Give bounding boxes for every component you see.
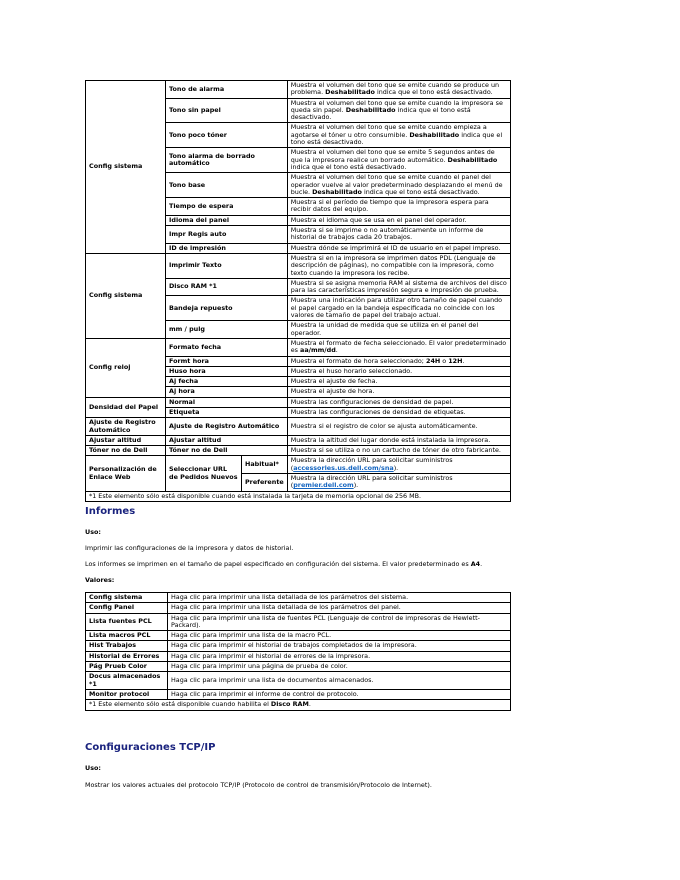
setting-item: ID de impresión (166, 243, 288, 253)
table-row (86, 672, 511, 690)
valores-label: Valores: (85, 576, 115, 584)
report-description: Haga clic para imprimir el informe de control de protocolo. (168, 689, 511, 699)
setting-group: Ajustar altitud (86, 435, 166, 445)
setting-description: Muestra si el registro de color se ajusta automáticamente. (287, 418, 510, 436)
setting-group: Densidad del Papel (86, 397, 166, 418)
tcpip-uso-text: Mostrar los valores actuales del protocolo TCP/IP (Protocolo de control de transmisión/Protocolo de Internet). (85, 781, 432, 789)
table-row (86, 253, 511, 278)
setting-item: Huso hora (166, 366, 288, 376)
table-row (86, 613, 511, 631)
setting-item: Tono poco tóner (166, 123, 288, 148)
setting-item: mm / pulg (166, 321, 288, 339)
table-row (86, 81, 511, 99)
setting-description: Muestra el volumen del tono que se emite cuando la impresora se queda sin papel. Deshabilitado indica que el tono está desactivado. (287, 98, 510, 123)
setting-item: Tóner no de Dell (166, 446, 288, 456)
setting-description: Muestra la unidad de medida que se utiliza en el panel del operador. (287, 321, 510, 339)
setting-description: Muestra la dirección URL para solicitar suministros (accessories.us.dell.com/sna). (287, 456, 510, 474)
report-item: Pág Prueb Color (86, 662, 168, 672)
setting-item: Seleccionar URL de Pedidos Nuevos (166, 456, 242, 491)
footnote: *1 Este elemento sólo está disponible cuando habilita el Disco RAM. (86, 700, 511, 710)
setting-description: Muestra el volumen del tono que se emite cuando empieza a agotarse el tóner u otro consumible. Deshabilitado indica que el tono está desactivado. (287, 123, 510, 148)
setting-item: Tono alarma de borrado automático (166, 148, 288, 173)
setting-item: Aj hora (166, 387, 288, 397)
setting-description: Muestra si se utiliza o no un cartucho de tóner de otro fabricante. (287, 446, 510, 456)
table-row (86, 435, 511, 445)
report-item: Hist Trabajos (86, 641, 168, 651)
setting-group: Ajuste de Registro Automático (86, 418, 166, 436)
setting-subitem: Habitual* (242, 456, 288, 474)
report-description: Haga clic para imprimir una lista detallada de los parámetros del sistema. (168, 593, 511, 603)
setting-description: Muestra el idioma que se usa en el panel del operador. (287, 215, 510, 225)
uso-text: Imprimir las configuraciones de la impresora y datos de historial. (85, 544, 294, 552)
report-item: Monitor protocol (86, 689, 168, 699)
section-heading-tcpip: Configuraciones TCP/IP (85, 742, 216, 753)
setting-description: Muestra el formato de hora seleccionado; 24H o 12H. (287, 356, 510, 366)
supplies-link[interactable]: premier.dell.com (293, 481, 354, 490)
setting-item: Idioma del panel (166, 215, 288, 225)
reports-table (85, 592, 511, 711)
table-row (86, 662, 511, 672)
setting-item: Normal (166, 397, 288, 407)
setting-description: Muestra la altitud del lugar donde está instalada la impresora. (287, 435, 510, 445)
table-row (86, 338, 511, 356)
setting-item: Tono sin papel (166, 98, 288, 123)
settings-table (85, 80, 511, 502)
setting-item: Formt hora (166, 356, 288, 366)
setting-group: Config sistema (86, 81, 166, 254)
setting-description: Muestra el ajuste de fecha. (287, 377, 510, 387)
setting-description: Muestra dónde se imprimirá el ID de usuario en el papel impreso. (287, 243, 510, 253)
section-heading-informes: Informes (85, 506, 136, 517)
setting-description: Muestra el ajuste de hora. (287, 387, 510, 397)
table-row (86, 418, 511, 436)
setting-description: Muestra si el período de tiempo que la impresora espera para recibir datos del equipo. (287, 198, 510, 216)
setting-item: Disco RAM *1 (166, 278, 288, 296)
table-footnote-row (86, 491, 511, 501)
table-row (86, 446, 511, 456)
report-description: Haga clic para imprimir una lista de documentos almacenados. (168, 672, 511, 690)
uso-label: Uso: (85, 528, 101, 536)
setting-description: Muestra la dirección URL para solicitar suministros (premier.dell.com). (287, 474, 510, 492)
table-row (86, 593, 511, 603)
setting-group: Personalización de Enlace Web (86, 456, 166, 491)
setting-item: Formato fecha (166, 338, 288, 356)
report-description: Haga clic para imprimir el historial de trabajos completados de la impresora. (168, 641, 511, 651)
report-description: Haga clic para imprimir una página de prueba de color. (168, 662, 511, 672)
setting-item: Etiqueta (166, 407, 288, 417)
setting-description: Muestra las configuraciones de densidad de etiquetas. (287, 407, 510, 417)
setting-description: Muestra si se imprime o no automáticamente un informe de historial de trabajos cada 20 trabajos. (287, 226, 510, 244)
table-row (86, 603, 511, 613)
setting-subitem: Preferente (242, 474, 288, 492)
report-item: Docus almacenados *1 (86, 672, 168, 690)
report-description: Haga clic para imprimir una lista de fuentes PCL (Lenguaje de control de impresoras de Hewlett-Packard). (168, 613, 511, 631)
setting-item: Impr Regis auto (166, 226, 288, 244)
setting-group: Config sistema (86, 253, 166, 338)
setting-item: Bandeja repuesto (166, 296, 288, 321)
table-row (86, 456, 511, 474)
setting-item: Tiempo de espera (166, 198, 288, 216)
report-item: Config Panel (86, 603, 168, 613)
setting-item: Ajuste de Registro Automático (166, 418, 288, 436)
setting-description: Muestra el formato de fecha seleccionado. El valor predeterminado es aa/mm/dd. (287, 338, 510, 356)
setting-description: Muestra si se asigna memoria RAM al sistema de archivos del disco para las características impresión segura e impresión de prueba. (287, 278, 510, 296)
table-footnote-row (86, 700, 511, 710)
report-description: Haga clic para imprimir el historial de errores de la impresora. (168, 651, 511, 661)
setting-item: Tono de alarma (166, 81, 288, 99)
tcpip-uso-label: Uso: (85, 764, 101, 772)
setting-description: Muestra el volumen del tono que se emite 5 segundos antes de que la impresora realice un borrado automático. Deshabilitado indica que el tono está desactivado. (287, 148, 510, 173)
paper-size-text: Los informes se imprimen en el tamaño de papel especificado en configuración del sistema. El valor predeterminado es A4. (85, 560, 483, 568)
report-item: Historial de Errores (86, 651, 168, 661)
setting-item: Imprimir Texto (166, 253, 288, 278)
setting-item: Aj fecha (166, 377, 288, 387)
table-row (86, 689, 511, 699)
table-row (86, 631, 511, 641)
setting-description: Muestra una indicación para utilizar otro tamaño de papel cuando el papel cargado en la bandeja especificada no coincide con los valores de tamaño de papel del trabajo actual. (287, 296, 510, 321)
table-row (86, 641, 511, 651)
setting-item: Ajustar altitud (166, 435, 288, 445)
setting-description: Muestra el volumen del tono que se emite cuando se produce un problema. Deshabilitado indica que el tono está desactivado. (287, 81, 510, 99)
table-row (86, 651, 511, 661)
supplies-link[interactable]: accessories.us.dell.com/sna (293, 463, 394, 472)
setting-description: Muestra las configuraciones de densidad de papel. (287, 397, 510, 407)
report-description: Haga clic para imprimir una lista detallada de los parámetros del panel. (168, 603, 511, 613)
table-row (86, 397, 511, 407)
report-item: Config sistema (86, 593, 168, 603)
setting-group: Tóner no de Dell (86, 446, 166, 456)
report-description: Haga clic para imprimir una lista de la macro PCL. (168, 631, 511, 641)
report-item: Lista macros PCL (86, 631, 168, 641)
setting-group: Config reloj (86, 338, 166, 397)
setting-item: Tono base (166, 173, 288, 198)
setting-description: Muestra el volumen del tono que se emite cuando el panel del operador vuelve al valor predeterminado desplazando el menú de bucle. Deshabilitado indica que el tono está desactivado. (287, 173, 510, 198)
report-item: Lista fuentes PCL (86, 613, 168, 631)
setting-description: Muestra el huso horario seleccionado. (287, 366, 510, 376)
footnote: *1 Este elemento sólo está disponible cuando está instalada la tarjeta de memoria opcional de 256 MB. (86, 491, 511, 501)
setting-description: Muestra si en la impresora se imprimen datos PDL (Lenguaje de descripción de páginas), no compatible con la impresora, como texto cuando la impresora los recibe. (287, 253, 510, 278)
